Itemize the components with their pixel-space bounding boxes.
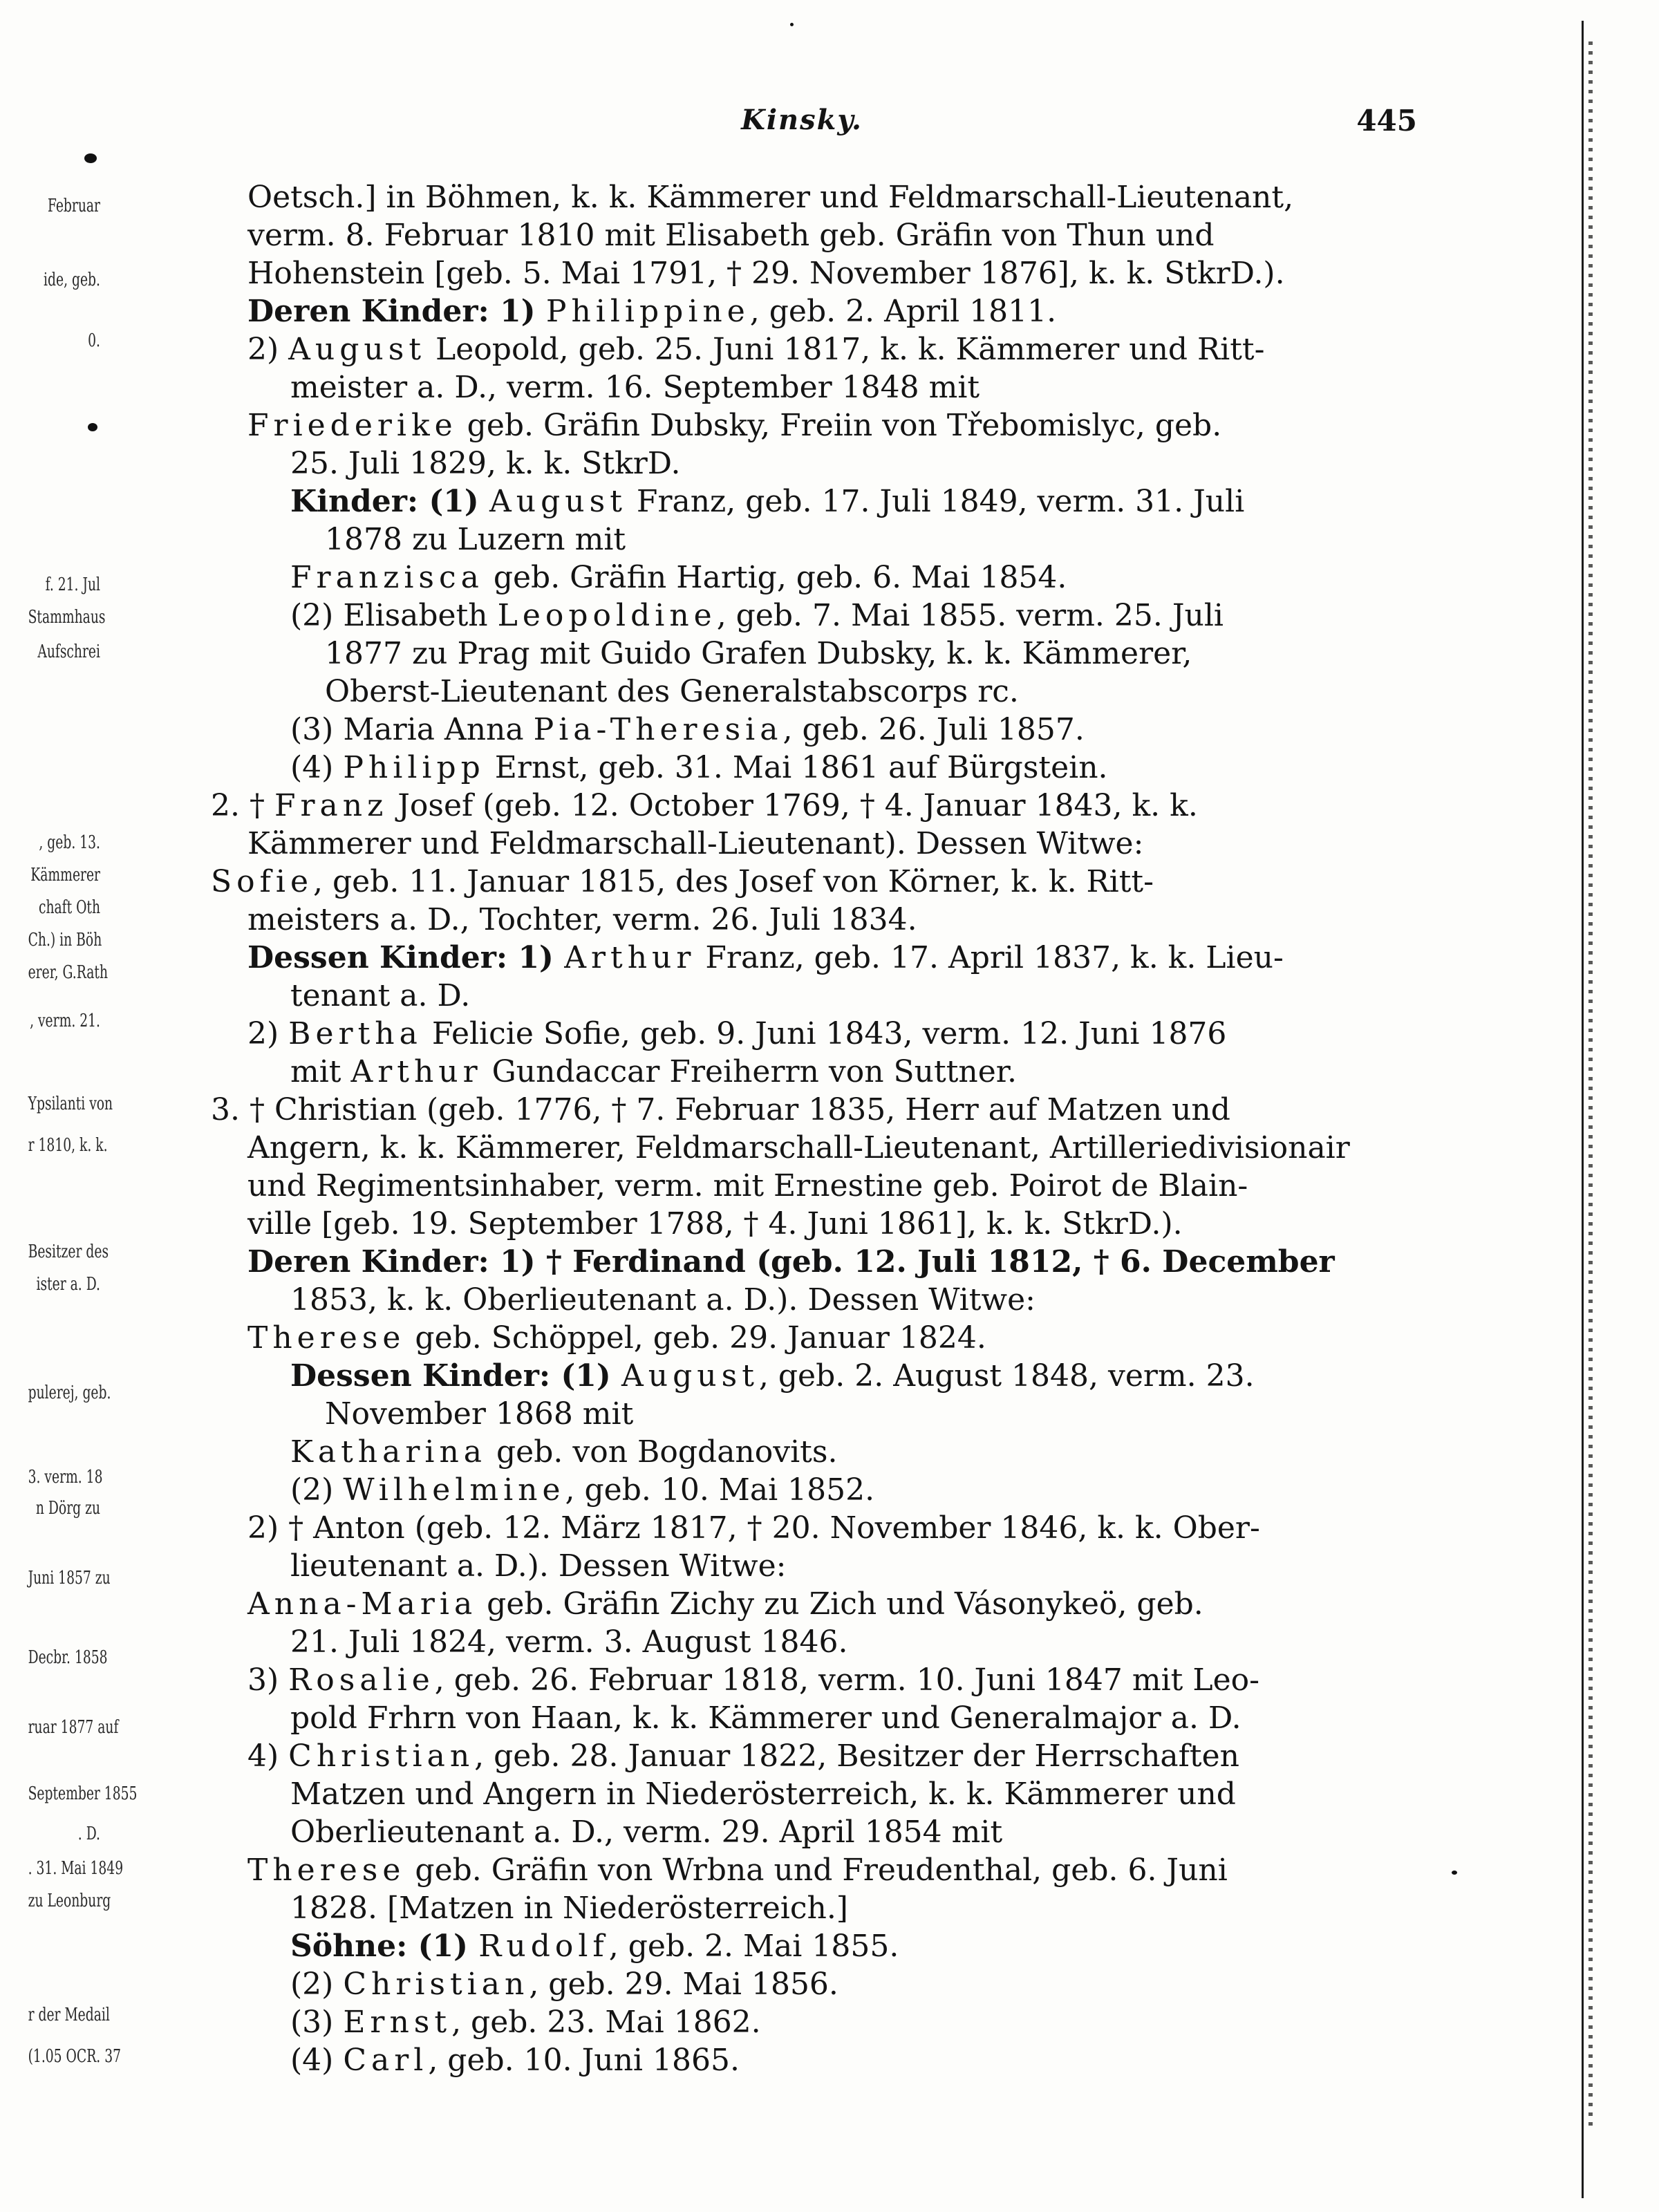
text-line: (2) Wilhelmine, geb. 10. Mai 1852. <box>290 1472 875 1508</box>
text-line: November 1868 mit <box>325 1396 634 1432</box>
margin-fragment: Decbr. 1858 <box>28 1647 108 1668</box>
page-border <box>1582 21 1584 2198</box>
margin-fragment: Juni 1857 zu <box>28 1568 111 1588</box>
text-line: 1877 zu Prag mit Guido Grafen Dubsky, k. k. Kämmerer, <box>325 636 1192 671</box>
text-line: Sofie, geb. 11. Januar 1815, des Josef von Körner, k. k. Ritt- <box>211 864 1154 899</box>
text-line: Deren Kinder: 1) Philippine, geb. 2. April 1811. <box>247 294 1057 329</box>
margin-fragment: , geb. 13. <box>39 832 100 853</box>
margin-fragment: 3. verm. 18 <box>28 1467 103 1488</box>
margin-fragment: . 31. Mai 1849 <box>28 1858 124 1879</box>
margin-fragment: r 1810, k. k. <box>28 1135 108 1156</box>
text-line: Oberlieutenant a. D., verm. 29. April 1854 mit <box>290 1815 1003 1850</box>
running-head: Kinsky. <box>741 104 863 136</box>
margin-fragment: Ypsilanti von <box>28 1094 113 1114</box>
text-line: lieutenant a. D.). Dessen Witwe: <box>290 1548 787 1584</box>
text-line: Matzen und Angern in Niederösterreich, k. k. Kämmerer und <box>290 1777 1236 1812</box>
text-line: meisters a. D., Tochter, verm. 26. Juli 1834. <box>247 902 917 937</box>
margin-fragment: Februar <box>47 196 100 216</box>
margin-fragment: , verm. 21. <box>30 1011 100 1031</box>
text-line: Dessen Kinder: (1) August, geb. 2. August 1848, verm. 23. <box>290 1358 1255 1394</box>
text-line: Kämmerer und Feldmarschall-Lieutenant). Dessen Witwe: <box>247 826 1144 861</box>
text-line: Söhne: (1) Rudolf, geb. 2. Mai 1855. <box>290 1929 899 1964</box>
margin-fragment: ruar 1877 auf <box>28 1717 119 1738</box>
text-line: Oetsch.] in Böhmen, k. k. Kämmerer und Feldmarschall-Lieutenant, <box>247 180 1294 215</box>
text-line: 3) Rosalie, geb. 26. Februar 1818, verm. 10. Juni 1847 mit Leo- <box>247 1662 1259 1698</box>
text-line: (2) Elisabeth Leopoldine, geb. 7. Mai 1855. verm. 25. Juli <box>290 598 1224 633</box>
text-line: ville [geb. 19. September 1788, † 4. Juni 1861], k. k. StkrD.). <box>247 1206 1183 1241</box>
text-line: Angern, k. k. Kämmerer, Feldmarschall-Lieutenant, Artilleriedivisionair <box>247 1130 1350 1165</box>
text-line: 1853, k. k. Oberlieutenant a. D.). Dessen Witwe: <box>290 1282 1035 1318</box>
text-line: tenant a. D. <box>290 978 471 1013</box>
text-line: pold Frhrn von Haan, k. k. Kämmerer und Generalmajor a. D. <box>290 1700 1241 1736</box>
text-line: 2) August Leopold, geb. 25. Juni 1817, k. k. Kämmerer und Ritt- <box>247 332 1265 367</box>
margin-fragment: f. 21. Jul <box>45 574 100 595</box>
text-line: 2) † Anton (geb. 12. März 1817, † 20. November 1846, k. k. Ober- <box>247 1510 1260 1546</box>
text-line: verm. 8. Februar 1810 mit Elisabeth geb. Gräfin von Thun und <box>247 218 1215 253</box>
text-line: Katharina geb. von Bogdanovits. <box>290 1434 838 1470</box>
text-line: Friederike geb. Gräfin Dubsky, Freiin von Třebomislyc, geb. <box>247 408 1222 443</box>
text-line: 21. Juli 1824, verm. 3. August 1846. <box>290 1624 848 1660</box>
text-line: 2. † Franz Josef (geb. 12. October 1769, † 4. Januar 1843, k. k. <box>211 788 1198 823</box>
ink-speck <box>84 153 97 163</box>
margin-fragment: Besitzer des <box>28 1241 109 1262</box>
text-line: Therese geb. Schöppel, geb. 29. Januar 1824. <box>247 1320 986 1356</box>
page-number: 445 <box>1356 104 1417 138</box>
margin-fragment: pulerej, geb. <box>28 1382 111 1403</box>
margin-fragment: Ch.) in Böh <box>28 930 102 950</box>
text-line: Franzisca geb. Gräfin Hartig, geb. 6. Mai 1854. <box>290 560 1067 595</box>
margin-fragment: Aufschrei <box>37 641 100 662</box>
margin-fragment: ide, geb. <box>44 270 100 290</box>
text-line: (3) Ernst, geb. 23. Mai 1862. <box>290 2005 761 2040</box>
text-line: Oberst-Lieutenant des Generalstabscorps rc. <box>325 674 1019 709</box>
text-line: 1878 zu Luzern mit <box>325 522 626 557</box>
text-line: 1828. [Matzen in Niederösterreich.] <box>290 1891 848 1926</box>
text-line: (3) Maria Anna Pia-Theresia, geb. 26. Juli 1857. <box>290 712 1085 747</box>
adjacent-page-strip <box>0 0 138 2212</box>
ink-speck <box>790 23 794 26</box>
margin-fragment: September 1855 <box>28 1783 138 1804</box>
margin-fragment: . D. <box>77 1824 100 1844</box>
margin-fragment: ister a. D. <box>36 1274 100 1295</box>
margin-fragment: erer, G.Rath <box>28 962 109 983</box>
margin-fragment: 0. <box>88 330 100 351</box>
text-line: 3. † Christian (geb. 1776, † 7. Februar 1835, Herr auf Matzen und <box>211 1092 1230 1127</box>
text-line: Kinder: (1) August Franz, geb. 17. Juli 1849, verm. 31. Juli <box>290 484 1245 519</box>
text-line: 4) Christian, geb. 28. Januar 1822, Besitzer der Herrschaften <box>247 1738 1239 1774</box>
text-line: (4) Philipp Ernst, geb. 31. Mai 1861 auf Bürgstein. <box>290 750 1108 785</box>
margin-fragment: Stammhaus <box>28 607 106 628</box>
text-line: 25. Juli 1829, k. k. StkrD. <box>290 446 681 481</box>
text-line: Dessen Kinder: 1) Arthur Franz, geb. 17. April 1837, k. k. Lieu- <box>247 940 1284 975</box>
ink-speck <box>88 423 97 431</box>
text-line: Therese geb. Gräfin von Wrbna und Freudenthal, geb. 6. Juni <box>247 1853 1228 1888</box>
margin-fragment: zu Leonburg <box>28 1891 111 1911</box>
text-line: 2) Bertha Felicie Sofie, geb. 9. Juni 1843, verm. 12. Juni 1876 <box>247 1016 1227 1051</box>
text-line: Hohenstein [geb. 5. Mai 1791, † 29. November 1876], k. k. StkrD.). <box>247 256 1285 291</box>
text-line: Anna-Maria geb. Gräfin Zichy zu Zich und Vásonykeö, geb. <box>247 1586 1203 1622</box>
ink-speck <box>1452 1871 1457 1875</box>
margin-fragment: r der Medail <box>28 2005 110 2025</box>
margin-fragment: n Dörg zu <box>35 1498 100 1519</box>
text-line: mit Arthur Gundaccar Freiherrn von Suttner. <box>290 1054 1017 1089</box>
text-line: Deren Kinder: 1) † Ferdinand (geb. 12. Juli 1812, † 6. December <box>247 1244 1335 1280</box>
binding-edge <box>1588 41 1593 2129</box>
text-line: (2) Christian, geb. 29. Mai 1856. <box>290 1967 838 2002</box>
text-line: (4) Carl, geb. 10. Juni 1865. <box>290 2043 740 2078</box>
margin-fragment: Kämmerer <box>30 865 101 885</box>
margin-fragment: chaft Oth <box>38 897 100 918</box>
text-line: und Regimentsinhaber, verm. mit Ernestine geb. Poirot de Blain- <box>247 1168 1248 1203</box>
text-line: meister a. D., verm. 16. September 1848 mit <box>290 370 980 405</box>
margin-fragment: (1.05 OCR. 37 <box>28 2046 122 2067</box>
